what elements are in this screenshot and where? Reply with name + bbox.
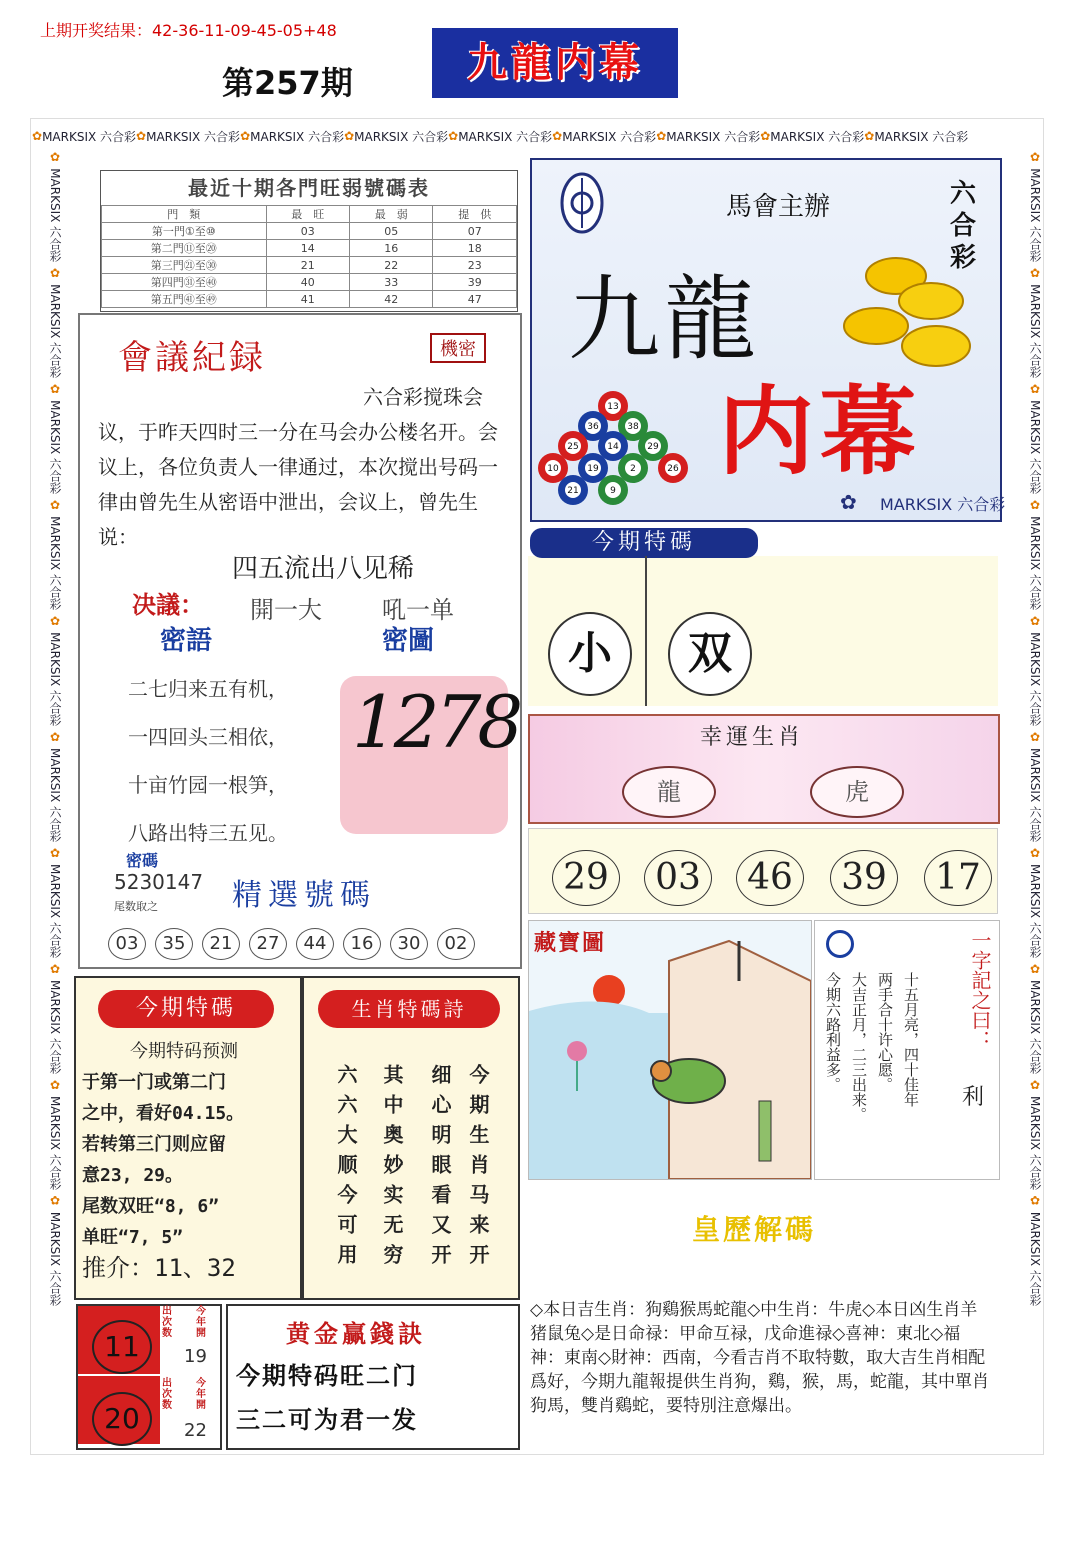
flower-icon: ✿ <box>1028 265 1042 285</box>
select-title: 精選號碼 <box>232 878 376 913</box>
forecast-line: 意23, 29。 <box>82 1165 184 1186</box>
poem-line: 一四回头三相依， <box>128 725 288 749</box>
border-text: MARKSIX 六合彩 <box>250 129 345 144</box>
flower-icon: ✿ <box>552 129 563 143</box>
border-text: MARKSIX 六合彩 <box>48 864 62 962</box>
meeting-text <box>98 380 498 555</box>
border-text: MARKSIX 六合彩 <box>1028 632 1042 730</box>
flower-icon: ✿ <box>48 961 62 980</box>
border-text: MARKSIX 六合彩 <box>1028 864 1042 962</box>
table-row <box>102 274 517 291</box>
jockey-club-emblem-icon <box>560 172 604 234</box>
header-cell: 提 供 <box>433 206 517 223</box>
stat-value: 22 <box>184 1420 207 1441</box>
number-circle: 44 <box>296 928 334 960</box>
flower-icon: ✿ <box>48 150 62 169</box>
number-circle: 30 <box>390 928 428 960</box>
flower-icon: ✿ <box>864 129 875 143</box>
flower-icon: ✿ <box>1028 845 1042 864</box>
poem-line: 八路出特三五见。 <box>128 821 288 845</box>
border-text: MARKSIX 六合彩 <box>48 748 62 846</box>
svg-text:25: 25 <box>567 442 579 452</box>
flower-icon: ✿ <box>48 497 62 517</box>
logo <box>432 28 688 98</box>
table-row <box>102 223 517 240</box>
almanac-title: 皇歷解碼 <box>692 1213 817 1246</box>
forecast-line: 尾数双旺“8, 6” <box>82 1196 220 1217</box>
flower-icon: ✿ <box>1028 613 1042 633</box>
gold-line: 今期特码旺二门 <box>236 1362 418 1390</box>
meeting-title: 會議紀録 <box>118 338 266 378</box>
border-text: MARKSIX 六合彩 <box>1028 1211 1042 1306</box>
svg-text:2: 2 <box>630 464 636 474</box>
border-text: MARKSIX 六合彩 <box>48 1211 62 1306</box>
forecast-line: 单旺“7, 5” <box>82 1227 184 1248</box>
svg-text:29: 29 <box>647 442 659 452</box>
gold-line: 三二可为君一发 <box>236 1406 418 1434</box>
decision-a: 開一大 <box>250 596 322 624</box>
border-text: MARKSIX 六合彩 <box>48 284 62 382</box>
table-cell: 42 <box>350 291 433 308</box>
decision-b: 吼一单 <box>382 596 454 624</box>
border-text: MARKSIX 六合彩 <box>48 400 62 498</box>
proverb-col: 两手合十许心愿。 <box>876 972 894 1092</box>
brush-icon <box>826 930 854 958</box>
number-circle: 02 <box>437 928 475 960</box>
forecast-text <box>82 1036 294 1284</box>
secret-tag: 機密 <box>430 333 486 363</box>
special-parity: 双 <box>668 612 752 696</box>
border-text: MARKSIX 六合彩 <box>48 516 62 614</box>
zodiac-poem-col: 今期生肖马来开 <box>466 1064 490 1274</box>
meeting-poem <box>128 665 288 857</box>
border-text: MARKSIX 六合彩 <box>562 129 657 144</box>
stat-mini-label: 今年開 <box>196 1306 206 1339</box>
flower-icon: ✿ <box>48 1077 62 1096</box>
header-cell: 最 旺 <box>266 206 349 223</box>
number-circle: 03 <box>108 928 146 960</box>
svg-text:19: 19 <box>587 464 599 474</box>
svg-text:21: 21 <box>567 486 579 496</box>
lottery-ball <box>598 475 628 505</box>
decision-label: 决議： <box>132 591 204 619</box>
border-text: MARKSIX 六合彩 <box>48 632 62 730</box>
forecast-recommend: 推介：11、32 <box>82 1254 236 1282</box>
proverb-label: 一字記之曰： <box>968 930 992 1050</box>
border-text: MARKSIX 六合彩 <box>874 129 969 144</box>
hero-title-2: 内幕 <box>718 375 922 488</box>
flower-icon: ✿ <box>1028 729 1042 749</box>
table-cell: 第一門①至⑩ <box>102 223 267 240</box>
border-text: MARKSIX 六合彩 <box>48 168 62 266</box>
lucky-title: 幸運生肖 <box>700 725 805 750</box>
flower-icon: ✿ <box>240 129 251 143</box>
proverb-col: 今期六路利益多。 <box>824 972 842 1092</box>
table-cell: 23 <box>433 257 517 274</box>
gate-table <box>100 170 518 312</box>
meeting-phrase: 四五流出八见稀 <box>232 554 415 584</box>
table-cell: 第三門㉑至㉚ <box>102 257 267 274</box>
poem-line: 二七归来五有机， <box>128 677 288 701</box>
flower-icon: ✿ <box>48 265 62 285</box>
svg-text:26: 26 <box>667 464 679 474</box>
forecast-title: 今期特碼 <box>98 990 274 1028</box>
special-size: 小 <box>548 612 632 696</box>
flower-icon: ✿ <box>48 613 62 633</box>
select-numbers <box>108 928 475 960</box>
border-text: MARKSIX 六合彩 <box>48 979 62 1078</box>
table-cell: 39 <box>433 274 517 291</box>
hero-host: 馬會主辦 <box>726 192 831 222</box>
zodiac-poem-col: 六六大顺今可用 <box>334 1064 358 1274</box>
svg-text:10: 10 <box>547 464 559 474</box>
hero-liuhecai: 六合彩 <box>950 179 977 273</box>
treasure-picture <box>528 920 812 1180</box>
flower-icon: ✿ <box>1028 961 1042 980</box>
table-cell: 03 <box>266 223 349 240</box>
border-text: MARKSIX 六合彩 <box>1028 284 1042 382</box>
table-row <box>102 291 517 308</box>
forecast-line: 今期特码预测 <box>130 1041 238 1062</box>
flower-icon: ✿ <box>1028 497 1042 517</box>
border-text: MARKSIX 六合彩 <box>354 129 449 144</box>
svg-text:14: 14 <box>607 442 619 452</box>
border-text: MARKSIX 六合彩 <box>1028 979 1042 1078</box>
border-text: MARKSIX 六合彩 <box>1028 168 1042 266</box>
table-cell: 05 <box>350 223 433 240</box>
table-cell: 33 <box>350 274 433 291</box>
header-cell: 最 弱 <box>350 206 433 223</box>
flower-icon: ✿ <box>344 129 355 143</box>
border-text: MARKSIX 六合彩 <box>1028 516 1042 614</box>
svg-text:38: 38 <box>627 422 639 432</box>
table-row <box>102 240 517 257</box>
lottery-balls-icon <box>538 388 688 508</box>
flower-icon: ✿ <box>1028 1077 1042 1096</box>
zodiac-poem-title: 生肖特碼詩 <box>318 990 500 1028</box>
border-text: MARKSIX 六合彩 <box>48 1095 62 1194</box>
zodiac-poem-col: 其中奥妙实无穷 <box>380 1064 404 1274</box>
border-text: MARKSIX 六合彩 <box>666 129 761 144</box>
gate-table-title: 最近十期各門旺弱號碼表 <box>188 176 430 200</box>
flower-icon: ✿ <box>840 490 857 514</box>
svg-text:13: 13 <box>607 402 619 412</box>
secret-figure-label: 密圖 <box>382 626 435 656</box>
table-cell: 18 <box>433 240 517 257</box>
flower-icon: ✿ <box>1028 150 1042 169</box>
almanac-text: ◇本日吉生肖：狗鷄猴馬蛇龍◇中生肖：牛虎◇本日凶生肖羊猪鼠兔◇是日命禄：甲命互禄，戊命進禄◇喜神：東北◇福神：東南◇財神：西南，今看吉肖不取特數，取大吉生肖相配爲好，今期九龍報提供生肖狗，鷄，猴，馬，蛇龍，其中單肖狗馬，雙肖鷄蛇，要特別注意爆出。 <box>530 1300 989 1416</box>
flower-icon: ✿ <box>48 1193 62 1212</box>
number-circle: 16 <box>343 928 381 960</box>
stat-value: 19 <box>184 1346 207 1367</box>
flower-icon: ✿ <box>1028 381 1042 401</box>
border-text: MARKSIX 六合彩 <box>42 129 137 144</box>
number-circle: 17 <box>924 850 992 906</box>
secret-words-label: 密語 <box>160 626 213 656</box>
forecast-line: 之中，看好04.15。 <box>82 1103 245 1124</box>
code-value: 5230147 <box>114 870 204 894</box>
issue-number: 第257期 <box>222 64 353 102</box>
number-circle: 03 <box>644 850 712 906</box>
hero-marksix: MARKSIX 六合彩 <box>880 495 1006 514</box>
code-note: 尾数取之 <box>114 900 158 913</box>
border-top <box>32 122 1040 150</box>
secret-figure-code: 1278 <box>352 680 520 764</box>
border-text: MARKSIX 六合彩 <box>770 129 865 144</box>
table-cell: 07 <box>433 223 517 240</box>
stat-mini-label: 出次数 <box>162 1306 172 1339</box>
flower-icon: ✿ <box>48 729 62 749</box>
table-cell: 14 <box>266 240 349 257</box>
border-text: MARKSIX 六合彩 <box>458 129 553 144</box>
zodiac-poem-col: 细心明眼看又开 <box>428 1064 452 1274</box>
number-circle: 21 <box>202 928 240 960</box>
stat-mini-label: 今年開 <box>196 1378 206 1411</box>
proverb-col: 十五月亮，四十佳年 <box>902 972 920 1107</box>
gold-title: 黄金赢錢訣 <box>286 1320 426 1348</box>
stat-mini-label: 出次数 <box>162 1378 172 1411</box>
flower-icon: ✿ <box>760 129 771 143</box>
number-circle: 35 <box>155 928 193 960</box>
flower-icon: ✿ <box>48 381 62 401</box>
lottery-ball <box>658 453 688 483</box>
proverb-word: 利 <box>962 1085 985 1110</box>
divider <box>645 556 647 706</box>
border-right <box>1014 150 1044 1450</box>
table-cell: 第五門㊶至㊾ <box>102 291 267 308</box>
svg-text:9: 9 <box>610 486 616 496</box>
table-row <box>102 257 517 274</box>
border-text: MARKSIX 六合彩 <box>1028 1095 1042 1194</box>
border-text: MARKSIX 六合彩 <box>146 129 241 144</box>
border-text: MARKSIX 六合彩 <box>1028 400 1042 498</box>
treasure-title: 藏寶圖 <box>534 931 607 956</box>
svg-text:36: 36 <box>587 422 599 432</box>
table-cell: 21 <box>266 257 349 274</box>
forecast-line: 于第一门或第二门 <box>82 1072 226 1093</box>
gold-ingots-icon <box>836 246 976 376</box>
tiger-icon: 虎 <box>810 766 904 818</box>
logo-text: 九龍内幕 <box>467 40 643 86</box>
lottery-ball <box>558 475 588 505</box>
flower-icon: ✿ <box>136 129 147 143</box>
poem-line: 十亩竹园一根笋， <box>128 773 288 797</box>
stat-number: 11 <box>92 1320 152 1374</box>
stat-number: 20 <box>92 1392 152 1446</box>
table-cell: 16 <box>350 240 433 257</box>
dragon-icon: 龍 <box>622 766 716 818</box>
border-text: MARKSIX 六合彩 <box>1028 748 1042 846</box>
flower-icon: ✿ <box>656 129 667 143</box>
last-result: 上期开奖结果：42-36-11-09-45-05+48 <box>40 21 337 40</box>
table-cell: 第二門⑪至⑳ <box>102 240 267 257</box>
number-circle: 29 <box>552 850 620 906</box>
number-circle: 46 <box>736 850 804 906</box>
number-circle: 39 <box>830 850 898 906</box>
code-label: 密碼 <box>126 851 159 870</box>
flower-icon: ✿ <box>448 129 459 143</box>
special-title: 今期特碼 <box>530 528 758 558</box>
number-circle: 27 <box>249 928 287 960</box>
table-cell: 22 <box>350 257 433 274</box>
table-cell: 41 <box>266 291 349 308</box>
proverb-col: 大吉正月，二三出来。 <box>850 972 868 1122</box>
table-cell: 47 <box>433 291 517 308</box>
flower-icon: ✿ <box>48 845 62 864</box>
table-cell: 第四門㉛至㊵ <box>102 274 267 291</box>
flower-icon: ✿ <box>32 129 43 143</box>
flower-icon: ✿ <box>1028 1193 1042 1212</box>
forecast-line: 若转第三门则应留 <box>82 1134 226 1155</box>
table-header-row <box>102 206 517 223</box>
header-cell: 門 類 <box>102 206 267 223</box>
gate-table-grid <box>101 205 517 308</box>
hero-title-1: 九龍 <box>568 266 761 373</box>
table-cell: 40 <box>266 274 349 291</box>
border-left <box>34 150 64 1450</box>
treasure-illustration <box>529 921 811 1179</box>
meeting-body: 六合彩搅珠会议，于昨天四时三一分在马会办公楼名开。会议上，各位负责人一律通过，本次搅出号码一律由曾先生从密语中泄出，会议上，曾先生说： <box>98 385 498 549</box>
